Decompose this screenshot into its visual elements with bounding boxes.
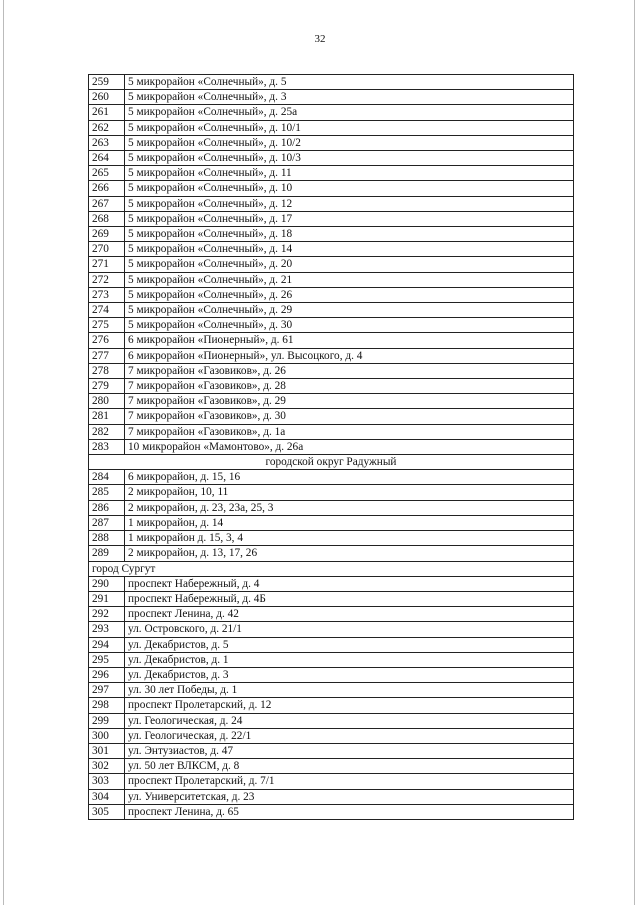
address-cell: 10 микрорайон «Мамонтово», д. 26а <box>125 439 574 454</box>
address-cell: проспект Набережный, д. 4Б <box>125 591 574 606</box>
row-number: 270 <box>89 242 125 257</box>
row-number: 294 <box>89 637 125 652</box>
address-cell: 7 микрорайон «Газовиков», д. 30 <box>125 409 574 424</box>
address-cell: 6 микрорайон, д. 15, 16 <box>125 470 574 485</box>
table-row <box>89 789 574 804</box>
table-row <box>89 287 574 302</box>
table-row <box>89 576 574 591</box>
section-row <box>89 455 574 470</box>
row-number: 285 <box>89 485 125 500</box>
row-number: 271 <box>89 257 125 272</box>
table-row <box>89 485 574 500</box>
address-cell: 5 микрорайон «Солнечный», д. 30 <box>125 318 574 333</box>
row-number: 262 <box>89 120 125 135</box>
address-cell: 2 микрорайон, д. 23, 23а, 25, 3 <box>125 500 574 515</box>
row-number: 260 <box>89 90 125 105</box>
row-number: 265 <box>89 166 125 181</box>
table-row <box>89 500 574 515</box>
row-number: 303 <box>89 774 125 789</box>
address-cell: ул. Декабристов, д. 1 <box>125 652 574 667</box>
row-number: 267 <box>89 196 125 211</box>
row-number: 275 <box>89 318 125 333</box>
address-cell: 5 микрорайон «Солнечный», д. 10/1 <box>125 120 574 135</box>
table-row <box>89 333 574 348</box>
section-row <box>89 561 574 576</box>
address-cell: 5 микрорайон «Солнечный», д. 17 <box>125 211 574 226</box>
table-row <box>89 120 574 135</box>
address-cell: 5 микрорайон «Солнечный», д. 14 <box>125 242 574 257</box>
table-row <box>89 713 574 728</box>
row-number: 302 <box>89 759 125 774</box>
address-cell: ул. Университетская, д. 23 <box>125 789 574 804</box>
address-cell: 2 микрорайон, д. 13, 17, 26 <box>125 546 574 561</box>
address-cell: 6 микрорайон «Пионерный», д. 61 <box>125 333 574 348</box>
address-cell: 7 микрорайон «Газовиков», д. 26 <box>125 363 574 378</box>
address-cell: 5 микрорайон «Солнечный», д. 11 <box>125 166 574 181</box>
scan-edge-right <box>634 0 635 905</box>
table-row <box>89 151 574 166</box>
address-cell: 7 микрорайон «Газовиков», д. 28 <box>125 379 574 394</box>
address-cell: ул. Островского, д. 21/1 <box>125 622 574 637</box>
table-row <box>89 637 574 652</box>
table-row <box>89 303 574 318</box>
row-number: 268 <box>89 211 125 226</box>
row-number: 299 <box>89 713 125 728</box>
row-number: 278 <box>89 363 125 378</box>
table-row <box>89 242 574 257</box>
address-cell: ул. Геологическая, д. 24 <box>125 713 574 728</box>
row-number: 280 <box>89 394 125 409</box>
address-cell: ул. 30 лет Победы, д. 1 <box>125 683 574 698</box>
row-number: 264 <box>89 151 125 166</box>
address-table <box>88 74 574 820</box>
table-row <box>89 318 574 333</box>
address-cell: проспект Пролетарский, д. 12 <box>125 698 574 713</box>
table-row <box>89 105 574 120</box>
table-row <box>89 257 574 272</box>
address-cell: 5 микрорайон «Солнечный», д. 10/3 <box>125 151 574 166</box>
table-row <box>89 546 574 561</box>
row-number: 301 <box>89 743 125 758</box>
row-number: 284 <box>89 470 125 485</box>
row-number: 297 <box>89 683 125 698</box>
address-cell: 2 микрорайон, 10, 11 <box>125 485 574 500</box>
table-row <box>89 90 574 105</box>
address-cell: проспект Ленина, д. 65 <box>125 804 574 819</box>
scan-edge-left <box>3 0 4 905</box>
table-row <box>89 166 574 181</box>
row-number: 300 <box>89 728 125 743</box>
row-number: 259 <box>89 75 125 90</box>
row-number: 291 <box>89 591 125 606</box>
row-number: 282 <box>89 424 125 439</box>
address-cell: 5 микрорайон «Солнечный», д. 20 <box>125 257 574 272</box>
address-cell: ул. Декабристов, д. 3 <box>125 667 574 682</box>
address-cell: проспект Ленина, д. 42 <box>125 607 574 622</box>
address-cell: 5 микрорайон «Солнечный», д. 26 <box>125 287 574 302</box>
address-cell: 5 микрорайон «Солнечный», д. 29 <box>125 303 574 318</box>
table-row <box>89 698 574 713</box>
row-number: 287 <box>89 515 125 530</box>
table-row <box>89 622 574 637</box>
table-row <box>89 531 574 546</box>
address-cell: 5 микрорайон «Солнечный», д. 10 <box>125 181 574 196</box>
row-number: 277 <box>89 348 125 363</box>
row-number: 269 <box>89 227 125 242</box>
page-number: 32 <box>314 33 326 45</box>
row-number: 304 <box>89 789 125 804</box>
table-row <box>89 379 574 394</box>
table-row <box>89 652 574 667</box>
address-cell: 5 микрорайон «Солнечный», д. 21 <box>125 272 574 287</box>
row-number: 281 <box>89 409 125 424</box>
table-row <box>89 774 574 789</box>
row-number: 292 <box>89 607 125 622</box>
table-row <box>89 424 574 439</box>
row-number: 295 <box>89 652 125 667</box>
row-number: 266 <box>89 181 125 196</box>
address-cell: 5 микрорайон «Солнечный», д. 10/2 <box>125 135 574 150</box>
row-number: 293 <box>89 622 125 637</box>
table-row <box>89 363 574 378</box>
address-cell: ул. Декабристов, д. 5 <box>125 637 574 652</box>
table-row <box>89 607 574 622</box>
table-row <box>89 591 574 606</box>
table-row <box>89 227 574 242</box>
address-cell: 1 микрорайон д. 15, 3, 4 <box>125 531 574 546</box>
table-row <box>89 439 574 454</box>
row-number: 261 <box>89 105 125 120</box>
table-row <box>89 181 574 196</box>
table-row <box>89 196 574 211</box>
address-cell: 5 микрорайон «Солнечный», д. 12 <box>125 196 574 211</box>
address-cell: проспект Пролетарский, д. 7/1 <box>125 774 574 789</box>
table-row <box>89 728 574 743</box>
address-cell: 7 микрорайон «Газовиков», д. 1а <box>125 424 574 439</box>
address-cell: проспект Набережный, д. 4 <box>125 576 574 591</box>
table-row <box>89 804 574 819</box>
address-cell: 5 микрорайон «Солнечный», д. 5 <box>125 75 574 90</box>
table-row <box>89 409 574 424</box>
table-row <box>89 743 574 758</box>
table-row <box>89 75 574 90</box>
address-cell: 5 микрорайон «Солнечный», д. 18 <box>125 227 574 242</box>
table-row <box>89 211 574 226</box>
address-cell: 5 микрорайон «Солнечный», д. 3 <box>125 90 574 105</box>
address-cell: ул. Энтузиастов, д. 47 <box>125 743 574 758</box>
row-number: 273 <box>89 287 125 302</box>
section-title: город Сургут <box>89 561 574 576</box>
address-cell: 7 микрорайон «Газовиков», д. 29 <box>125 394 574 409</box>
address-cell: 5 микрорайон «Солнечный», д. 25а <box>125 105 574 120</box>
table-row <box>89 348 574 363</box>
row-number: 289 <box>89 546 125 561</box>
address-cell: ул. Геологическая, д. 22/1 <box>125 728 574 743</box>
table-row <box>89 272 574 287</box>
row-number: 305 <box>89 804 125 819</box>
address-cell: 6 микрорайон «Пионерный», ул. Высоцкого, д. 4 <box>125 348 574 363</box>
row-number: 296 <box>89 667 125 682</box>
table-row <box>89 667 574 682</box>
address-cell: 1 микрорайон, д. 14 <box>125 515 574 530</box>
section-title: городской округ Радужный <box>89 455 574 470</box>
table-row <box>89 135 574 150</box>
row-number: 283 <box>89 439 125 454</box>
row-number: 274 <box>89 303 125 318</box>
table-row <box>89 759 574 774</box>
row-number: 290 <box>89 576 125 591</box>
row-number: 272 <box>89 272 125 287</box>
row-number: 263 <box>89 135 125 150</box>
row-number: 286 <box>89 500 125 515</box>
address-cell: ул. 50 лет ВЛКСМ, д. 8 <box>125 759 574 774</box>
row-number: 279 <box>89 379 125 394</box>
table-row <box>89 470 574 485</box>
address-table-body <box>89 75 574 820</box>
table-row <box>89 515 574 530</box>
table-row <box>89 683 574 698</box>
row-number: 276 <box>89 333 125 348</box>
table-row <box>89 394 574 409</box>
row-number: 298 <box>89 698 125 713</box>
row-number: 288 <box>89 531 125 546</box>
